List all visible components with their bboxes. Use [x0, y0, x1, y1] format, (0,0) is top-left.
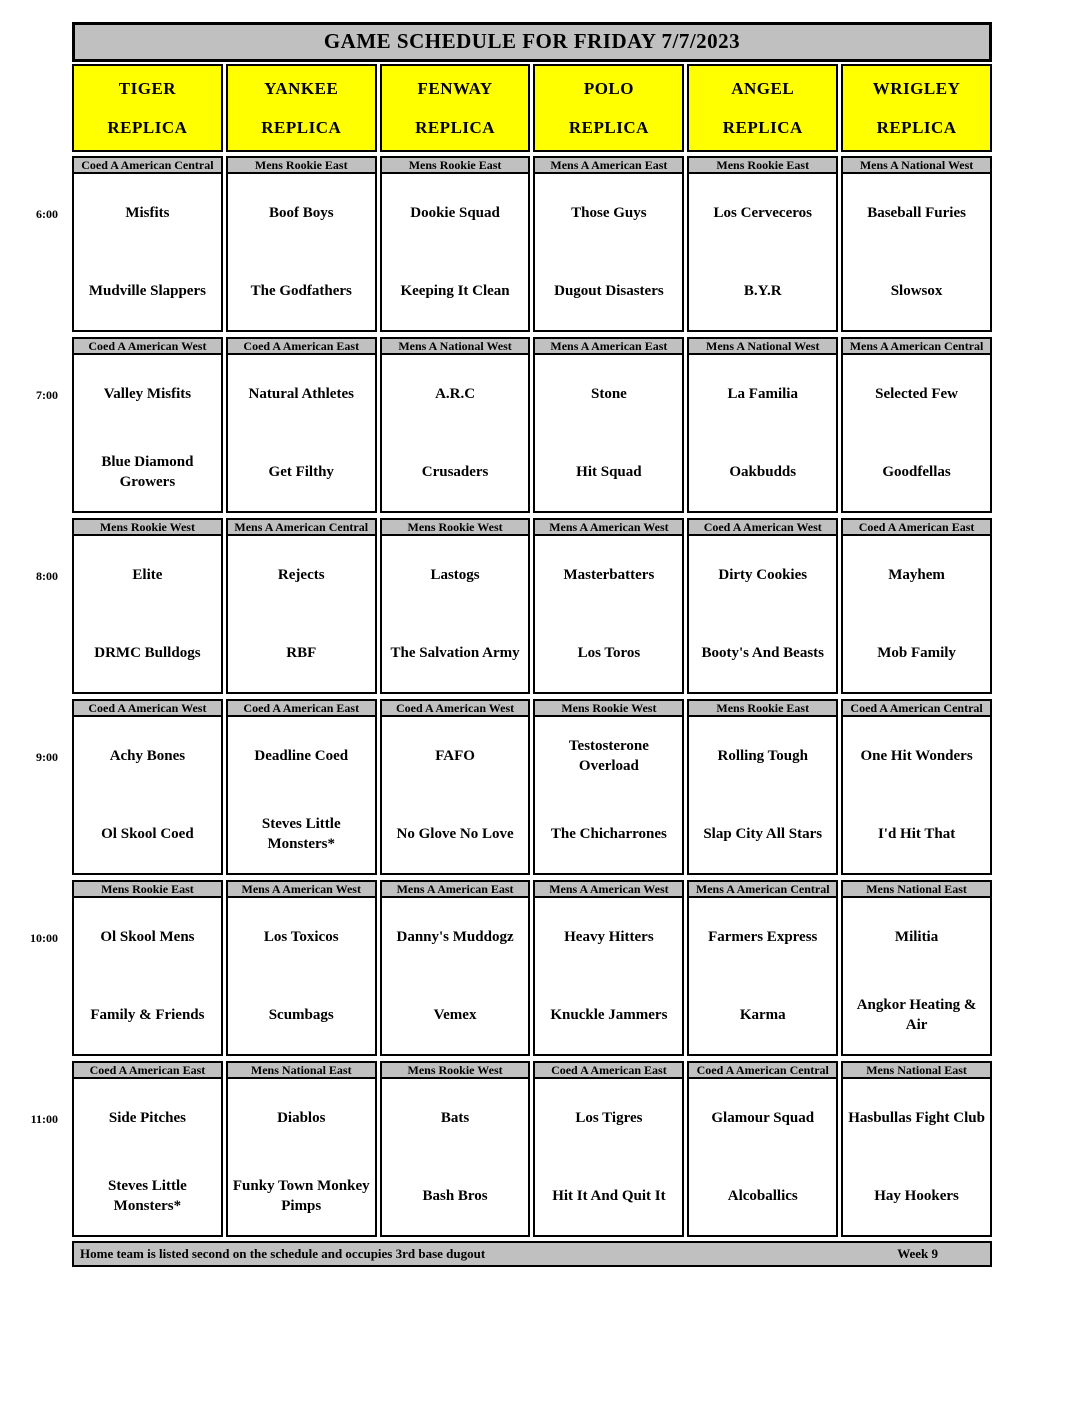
team-name-away: One Hit Wonders	[860, 747, 973, 764]
game-cell	[72, 534, 223, 694]
game-cell	[72, 715, 223, 875]
team-name-away: Boof Boys	[268, 204, 334, 221]
time-slot-1000	[30, 880, 992, 1056]
team-name-away: A.R.C	[435, 385, 476, 402]
team-name-away: Baseball Furies	[867, 204, 966, 221]
game-cell	[226, 353, 377, 513]
time-slot-600	[36, 156, 992, 332]
team-name-home: DRMC Bulldogs	[94, 644, 201, 661]
field-name: FENWAY	[417, 79, 493, 98]
team-name-home: The Chicharrones	[550, 825, 667, 842]
games-row	[72, 353, 992, 513]
division-label: Mens A National West	[841, 156, 992, 174]
game-cell	[841, 1077, 992, 1237]
team-name-home: B.Y.R	[743, 282, 782, 299]
time-label: 11:00	[30, 1112, 58, 1126]
team-name-away: Achy Bones	[109, 747, 186, 764]
team-name-home: Hit It And Quit It	[552, 1187, 666, 1204]
team-name-away: Hasbullas Fight Club	[848, 1109, 985, 1126]
division-label: Mens A American East	[533, 156, 684, 174]
game-cell	[72, 896, 223, 1056]
game-cell	[380, 715, 531, 875]
team-name-home: Mob Family	[877, 644, 956, 661]
division-label: Coed A American Central	[72, 156, 223, 174]
game-cell	[687, 715, 838, 875]
game-cell	[226, 534, 377, 694]
games-row	[72, 172, 992, 332]
team-name-home: Steves Little Monsters*	[108, 1177, 187, 1214]
game-cell	[533, 534, 684, 694]
games-row	[72, 1077, 992, 1237]
games-row	[72, 715, 992, 875]
division-label: Mens A American Central	[841, 337, 992, 355]
division-label: Coed A American East	[226, 699, 377, 717]
game-cell	[226, 896, 377, 1056]
game-cell	[687, 1077, 838, 1237]
team-name-away: FAFO	[435, 747, 475, 764]
time-slot-900	[36, 699, 992, 875]
schedule-sheet	[30, 22, 992, 1267]
games-row	[72, 896, 992, 1056]
team-name-away: Masterbatters	[563, 566, 655, 583]
team-name-away: Glamour Squad	[711, 1109, 815, 1126]
game-cell	[533, 715, 684, 875]
division-label: Mens A National West	[380, 337, 531, 355]
team-name-home: Mudville Slappers	[88, 282, 206, 299]
team-name-away: Side Pitches	[108, 1109, 186, 1126]
game-cell	[841, 353, 992, 513]
division-label: Coed A American West	[72, 337, 223, 355]
game-cell	[841, 896, 992, 1056]
team-name-away: Farmers Express	[708, 928, 818, 945]
team-name-away: Ol Skool Mens	[100, 928, 195, 945]
column-header-polo	[533, 64, 684, 152]
game-cell	[380, 353, 531, 513]
column-header-tiger	[72, 64, 223, 152]
team-name-away: Those Guys	[571, 204, 647, 221]
field-subtitle: REPLICA	[261, 118, 342, 137]
division-label: Mens Rookie East	[380, 156, 531, 174]
game-cell	[841, 534, 992, 694]
game-cell	[72, 172, 223, 332]
time-label: 9:00	[36, 750, 58, 764]
team-name-home: Steves Little Monsters*	[261, 815, 341, 852]
column-header-fenway	[380, 64, 531, 152]
game-cell	[380, 172, 531, 332]
division-label: Mens A American East	[380, 880, 531, 898]
team-name-home: Angkor Heating & Air	[856, 996, 977, 1033]
team-name-away: Lastogs	[430, 566, 480, 583]
division-label: Mens Rookie West	[380, 1061, 531, 1079]
division-label: Coed A American Central	[687, 1061, 838, 1079]
division-label: Coed A American Central	[841, 699, 992, 717]
team-name-away: Dookie Squad	[410, 204, 500, 221]
game-cell	[533, 1077, 684, 1237]
time-label: 6:00	[36, 207, 58, 221]
team-name-home: I'd Hit That	[877, 825, 956, 842]
team-name-home: Booty's And Beasts	[701, 644, 824, 661]
team-name-away: Deadline Coed	[254, 747, 349, 764]
game-cell	[380, 1077, 531, 1237]
division-label: Mens A American West	[533, 518, 684, 536]
division-label: Coed A American West	[380, 699, 531, 717]
games-row	[72, 534, 992, 694]
team-name-away: Bats	[440, 1109, 470, 1126]
team-name-home: Goodfellas	[882, 463, 951, 480]
team-name-home: Scumbags	[268, 1006, 334, 1023]
division-label: Coed A American East	[841, 518, 992, 536]
team-name-away: Stone	[590, 385, 627, 402]
footer-note: Home team is listed second on the schedule and occupies 3rd base dugout	[80, 1246, 486, 1261]
division-label: Mens Rookie East	[72, 880, 223, 898]
column-header-yankee	[226, 64, 377, 152]
game-cell	[687, 353, 838, 513]
time-label: 8:00	[36, 569, 58, 583]
team-name-home: Ol Skool Coed	[101, 825, 194, 842]
column-header-wrigley	[841, 64, 992, 152]
game-cell	[533, 172, 684, 332]
team-name-home: Alcoballics	[727, 1187, 798, 1204]
column-header-row	[72, 64, 992, 152]
team-name-away: Diablos	[277, 1109, 326, 1126]
team-name-away: La Familia	[727, 385, 798, 402]
division-label: Mens A American West	[533, 880, 684, 898]
team-name-away: Elite	[132, 566, 163, 583]
field-name: TIGER	[118, 79, 177, 98]
team-name-home: Dugout Disasters	[554, 282, 664, 299]
game-cell	[533, 353, 684, 513]
time-slot-800	[36, 518, 992, 694]
division-label: Mens A National West	[687, 337, 838, 355]
team-name-away: Dirty Cookies	[718, 566, 808, 583]
field-name: POLO	[583, 79, 634, 98]
team-name-home: Hit Squad	[576, 463, 642, 480]
column-header-angel	[687, 64, 838, 152]
division-label: Coed A American East	[533, 1061, 684, 1079]
team-name-home: Family & Friends	[90, 1006, 205, 1023]
division-label: Mens Rookie West	[533, 699, 684, 717]
team-name-away: Heavy Hitters	[564, 928, 654, 945]
team-name-home: Slowsox	[890, 282, 943, 299]
field-name: ANGEL	[731, 79, 795, 98]
team-name-home: Get Filthy	[268, 463, 334, 480]
division-label: Mens National East	[841, 880, 992, 898]
schedule-body	[30, 156, 992, 1237]
team-name-away: Misfits	[125, 204, 170, 221]
field-name: WRIGLEY	[872, 79, 961, 98]
field-subtitle: REPLICA	[568, 118, 649, 137]
team-name-home: Slap City All Stars	[703, 825, 823, 842]
team-name-home: The Salvation Army	[390, 644, 520, 661]
team-name-away: Testosterone Overload	[568, 737, 649, 774]
division-label: Mens A American Central	[226, 518, 377, 536]
game-cell	[533, 896, 684, 1056]
team-name-away: Selected Few	[875, 385, 959, 402]
team-name-home: Oakbudds	[729, 463, 797, 480]
team-name-home: Knuckle Jammers	[550, 1006, 668, 1023]
field-subtitle: REPLICA	[876, 118, 957, 137]
game-cell	[226, 715, 377, 875]
team-name-home: Blue Diamond Growers	[101, 453, 194, 490]
team-name-home: Funky Town Monkey Pimps	[232, 1177, 370, 1214]
field-subtitle: REPLICA	[107, 118, 188, 137]
week-label: Week 9	[897, 1246, 938, 1261]
team-name-home: Karma	[739, 1006, 786, 1023]
game-cell	[841, 172, 992, 332]
division-label: Mens A American East	[533, 337, 684, 355]
game-cell	[380, 896, 531, 1056]
game-cell	[380, 534, 531, 694]
team-name-home: Los Toros	[577, 644, 641, 661]
field-subtitle: REPLICA	[722, 118, 803, 137]
field-subtitle: REPLICA	[415, 118, 496, 137]
game-cell	[841, 715, 992, 875]
game-cell	[226, 172, 377, 332]
team-name-away: Los Cerveceros	[713, 204, 812, 221]
team-name-home: Crusaders	[421, 463, 489, 480]
division-label: Mens National East	[226, 1061, 377, 1079]
division-label: Coed A American East	[72, 1061, 223, 1079]
division-label: Mens A American West	[226, 880, 377, 898]
division-label: Mens Rookie East	[687, 156, 838, 174]
game-cell	[687, 534, 838, 694]
game-cell	[72, 1077, 223, 1237]
team-name-home: No Glove No Love	[396, 825, 514, 842]
division-label: Mens Rookie East	[226, 156, 377, 174]
team-name-away: Los Tigres	[575, 1109, 643, 1126]
team-name-away: Rolling Tough	[717, 747, 808, 764]
division-label: Mens Rookie West	[72, 518, 223, 536]
team-name-home: Bash Bros	[422, 1187, 488, 1204]
field-name: YANKEE	[264, 79, 339, 98]
division-label: Coed A American West	[72, 699, 223, 717]
division-label: Mens Rookie West	[380, 518, 531, 536]
time-label: 10:00	[30, 931, 58, 945]
time-slot-700	[36, 337, 992, 513]
team-name-away: Militia	[894, 928, 939, 945]
game-cell	[687, 172, 838, 332]
team-name-away: Natural Athletes	[248, 385, 354, 402]
division-label: Mens National East	[841, 1061, 992, 1079]
team-name-home: Vemex	[433, 1006, 477, 1023]
team-name-home: Hay Hookers	[874, 1187, 959, 1204]
division-label: Coed A American West	[687, 518, 838, 536]
team-name-away: Danny's Muddogz	[396, 928, 514, 945]
team-name-away: Valley Misfits	[103, 385, 192, 402]
team-name-home: RBF	[286, 644, 317, 661]
team-name-home: The Godfathers	[250, 282, 352, 299]
team-name-home: Keeping It Clean	[400, 282, 510, 299]
division-label: Mens Rookie East	[687, 699, 838, 717]
team-name-away: Los Toxicos	[263, 928, 339, 945]
team-name-away: Mayhem	[888, 566, 945, 583]
time-label: 7:00	[36, 388, 58, 402]
game-cell	[226, 1077, 377, 1237]
footer-bar	[72, 1241, 992, 1267]
game-cell	[687, 896, 838, 1056]
game-cell	[72, 353, 223, 513]
division-label: Coed A American East	[226, 337, 377, 355]
time-slot-1100	[30, 1061, 992, 1237]
team-name-away: Rejects	[277, 566, 325, 583]
schedule-title: GAME SCHEDULE FOR FRIDAY 7/7/2023	[72, 22, 992, 62]
division-label: Mens A American Central	[687, 880, 838, 898]
